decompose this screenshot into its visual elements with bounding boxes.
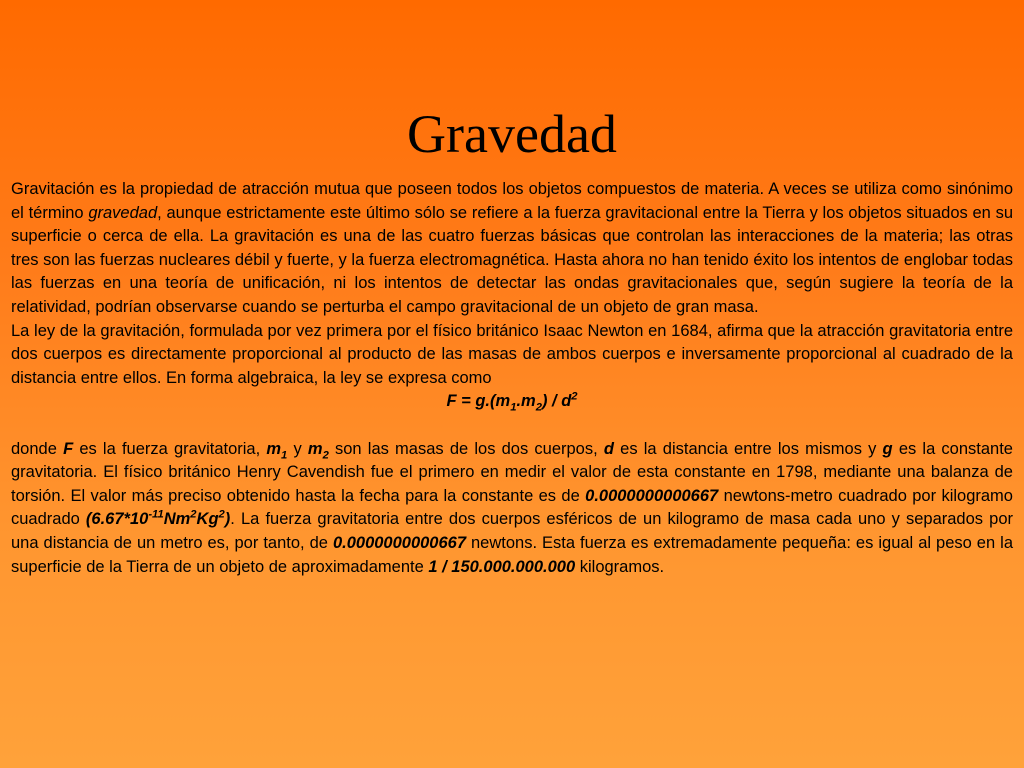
formula bbox=[11, 390, 1013, 414]
paragraph-gravitacion bbox=[11, 178, 1013, 320]
text-run: es la fuerza gravitatoria, bbox=[73, 439, 267, 458]
text-run: y bbox=[287, 439, 308, 458]
value-force: 0.0000000000667 bbox=[332, 533, 467, 552]
symbol-subscript: 1 bbox=[281, 448, 288, 461]
value-mass: 1 / 150.000.000.000 bbox=[428, 557, 576, 576]
value-constant: 0.0000000000667 bbox=[585, 486, 719, 505]
paragraph-donde bbox=[11, 438, 1013, 580]
text-run: newtons. Esta fuerza es extremadamente pequeña: es igual al peso en la superficie de la Tierra de un objeto de aproximadamente bbox=[11, 533, 1013, 576]
symbol-F: F bbox=[63, 439, 74, 458]
slide-body bbox=[11, 178, 1013, 579]
sci-part: (6.67*10 bbox=[85, 510, 149, 529]
sci-exponent: 2 bbox=[218, 508, 225, 521]
formula-subscript: 1 bbox=[510, 401, 517, 414]
text-run: kilogramos. bbox=[575, 557, 665, 576]
blank-line bbox=[11, 414, 1013, 438]
sci-part: Nm bbox=[163, 510, 191, 529]
sci-part: ) bbox=[224, 510, 231, 529]
symbol-d: d bbox=[603, 439, 614, 458]
text-run: es la constante gravitatoria. El físico británico Henry Cavendish fue el primero en medir el valor de esta constante en 1798, mediante una balanza de torsión. El valor más preciso obtenido hasta la fecha para la constante es de bbox=[11, 439, 1013, 505]
text-run: newtons-metro cuadrado por kilogramo cuadrado bbox=[11, 486, 1013, 529]
formula-superscript: 2 bbox=[571, 390, 578, 403]
text-run: . La fuerza gravitatoria entre dos cuerpos esféricos de un kilogramo de masa cada uno y separados por una distancia de un metro es, por tanto, de bbox=[11, 510, 1013, 552]
formula-part: .m bbox=[516, 392, 536, 411]
symbol-letter: m bbox=[307, 439, 323, 458]
term-gravedad: gravedad bbox=[88, 203, 158, 222]
symbol-m2 bbox=[307, 439, 329, 461]
scientific-notation bbox=[86, 510, 230, 528]
paragraph-ley-gravitacion: La ley de la gravitación, formulada por vez primera por el físico británico Isaac Newton en 1684, afirma que la atracción gravitatoria entre dos cuerpos es directamente proporcional al producto de las masas de ambos cuerpos e inversamente proporcional al cuadrado de la distancia entre ellos. En forma algebraica, la ley se expresa como bbox=[11, 321, 1013, 387]
text-run: Gravitación es la propiedad de atracción mutua que poseen todos los objetos compuestos de materia. A veces se utiliza como sinónimo el término bbox=[11, 180, 1013, 222]
formula-part: F = g.(m bbox=[446, 392, 511, 411]
symbol-letter: m bbox=[266, 439, 282, 458]
text-run: son las masas de los dos cuerpos, bbox=[328, 439, 604, 458]
sci-exponent: -11 bbox=[148, 508, 164, 521]
sci-exponent: 2 bbox=[190, 508, 197, 521]
text-run: es la distancia entre los mismos y bbox=[613, 439, 883, 458]
formula-subscript: 2 bbox=[535, 401, 542, 414]
text-run: , aunque estrictamente este último sólo se refiere a la fuerza gravitacional entre la Tierra y los objetos situados en su superficie o cerca de ella. La gravitación es una de las cuatro fuerzas básicas que controlan las interacciones de la materia; las otras tres son las fuerzas nucleares débil y fuerte, y la fuerza electromagnética. Hasta ahora no han tenido éxito los intentos de englobar todas las fuerzas en una teoría de unificación, ni los intentos de detectar las ondas gravitacionales que, según sugiere la teoría de la relatividad, podrían observarse cuando se perturba el campo gravitacional de un objeto de gran masa. bbox=[11, 203, 1013, 316]
symbol-subscript: 2 bbox=[322, 448, 329, 461]
slide-title: Gravedad bbox=[407, 104, 617, 164]
text-run: donde bbox=[11, 439, 64, 458]
formula-part: ) / d bbox=[541, 392, 572, 411]
symbol-m1 bbox=[266, 439, 288, 461]
sci-part: Kg bbox=[196, 510, 219, 529]
symbol-g: g bbox=[882, 439, 893, 458]
